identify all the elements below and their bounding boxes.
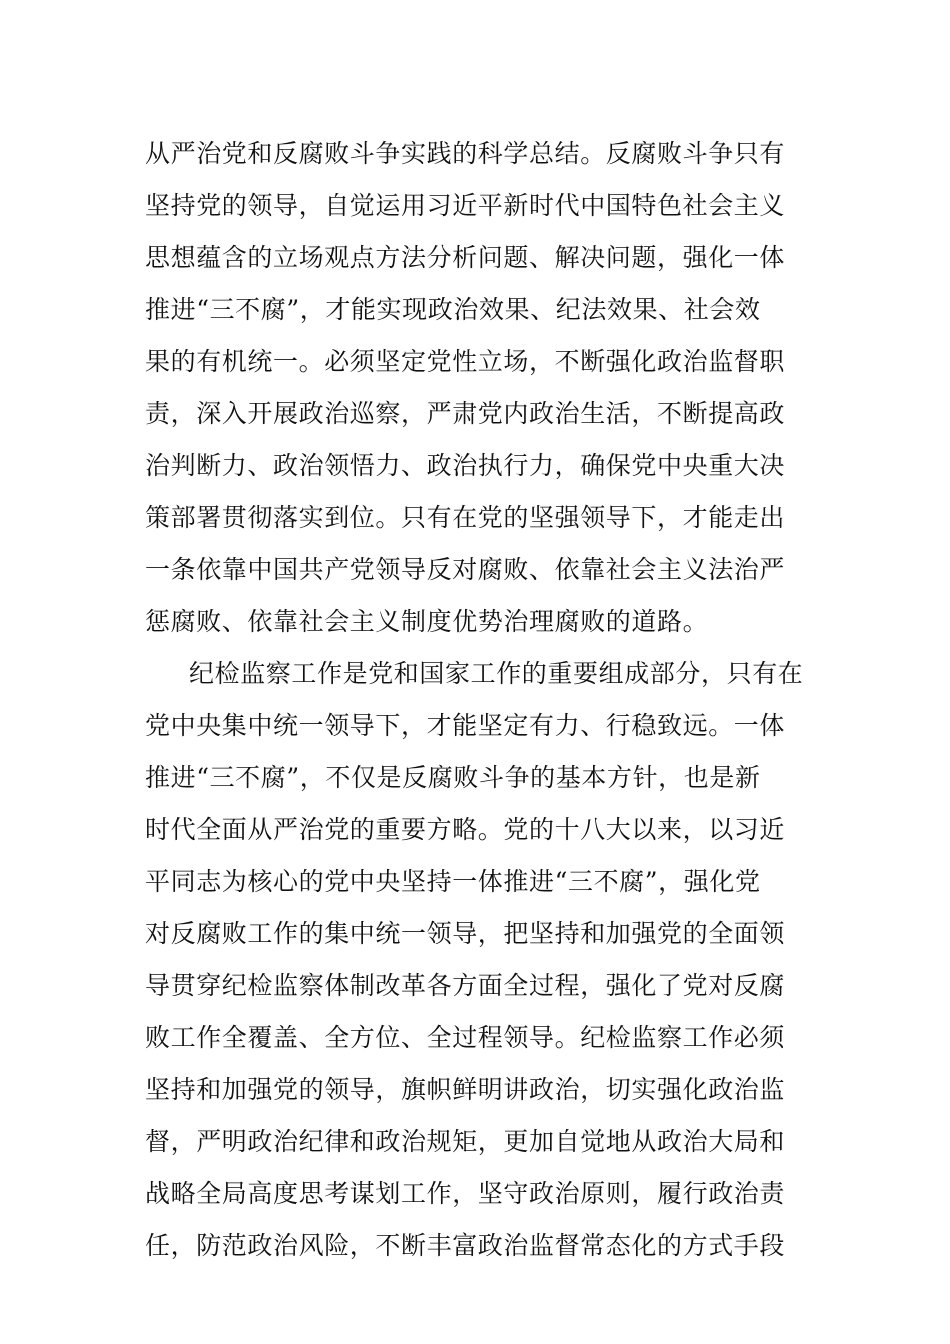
text-line: 果的有机统一。必须坚定党性立场，不断强化政治监督职 [145,347,786,376]
text-line: 坚持党的领导，自觉运用习近平新时代中国特色社会主义 [145,191,786,220]
text-line-first-indented: 纪检监察工作是党和国家工作的重要组成部分，只有在 [189,659,804,688]
text-line: 一条依靠中国共产党领导反对腐败、依靠社会主义法治严 [145,555,786,584]
text-line: 治判断力、政治领悟力、政治执行力，确保党中央重大决 [145,451,786,480]
text-line: 对反腐败工作的集中统一领导，把坚持和加强党的全面领 [145,919,786,948]
text-line: 惩腐败、依靠社会主义制度优势治理腐败的道路。 [145,607,709,636]
paragraph-2 [145,648,815,1272]
paragraph-1 [145,128,815,648]
text-line: 推进“三不腐”，不仅是反腐败斗争的基本方针，也是新 [145,763,761,792]
text-line: 平同志为核心的党中央坚持一体推进“三不腐”，强化党 [145,867,761,896]
text-line: 策部署贯彻落实到位。只有在党的坚强领导下，才能走出 [145,503,786,532]
text-line: 败工作全覆盖、全方位、全过程领导。纪检监察工作必须 [145,1023,786,1052]
text-line: 责，深入开展政治巡察，严肃党内政治生活，不断提高政 [145,399,786,428]
text-line: 从严治党和反腐败斗争实践的科学总结。反腐败斗争只有 [145,139,786,168]
text-line: 时代全面从严治党的重要方略。党的十八大以来，以习近 [145,815,786,844]
body-text [145,128,815,1272]
text-line: 任，防范政治风险，不断丰富政治监督常态化的方式手段 [145,1231,786,1260]
text-line: 思想蕴含的立场观点方法分析问题、解决问题，强化一体 [145,243,786,272]
text-line: 推进“三不腐”，才能实现政治效果、纪法效果、社会效 [145,295,761,324]
text-line: 战略全局高度思考谋划工作，坚守政治原则，履行政治责 [145,1179,786,1208]
text-line: 导贯穿纪检监察体制改革各方面全过程，强化了党对反腐 [145,971,786,1000]
text-line: 党中央集中统一领导下，才能坚定有力、行稳致远。一体 [145,711,786,740]
text-line: 督，严明政治纪律和政治规矩，更加自觉地从政治大局和 [145,1127,786,1156]
text-line: 坚持和加强党的领导，旗帜鲜明讲政治，切实强化政治监 [145,1075,786,1104]
